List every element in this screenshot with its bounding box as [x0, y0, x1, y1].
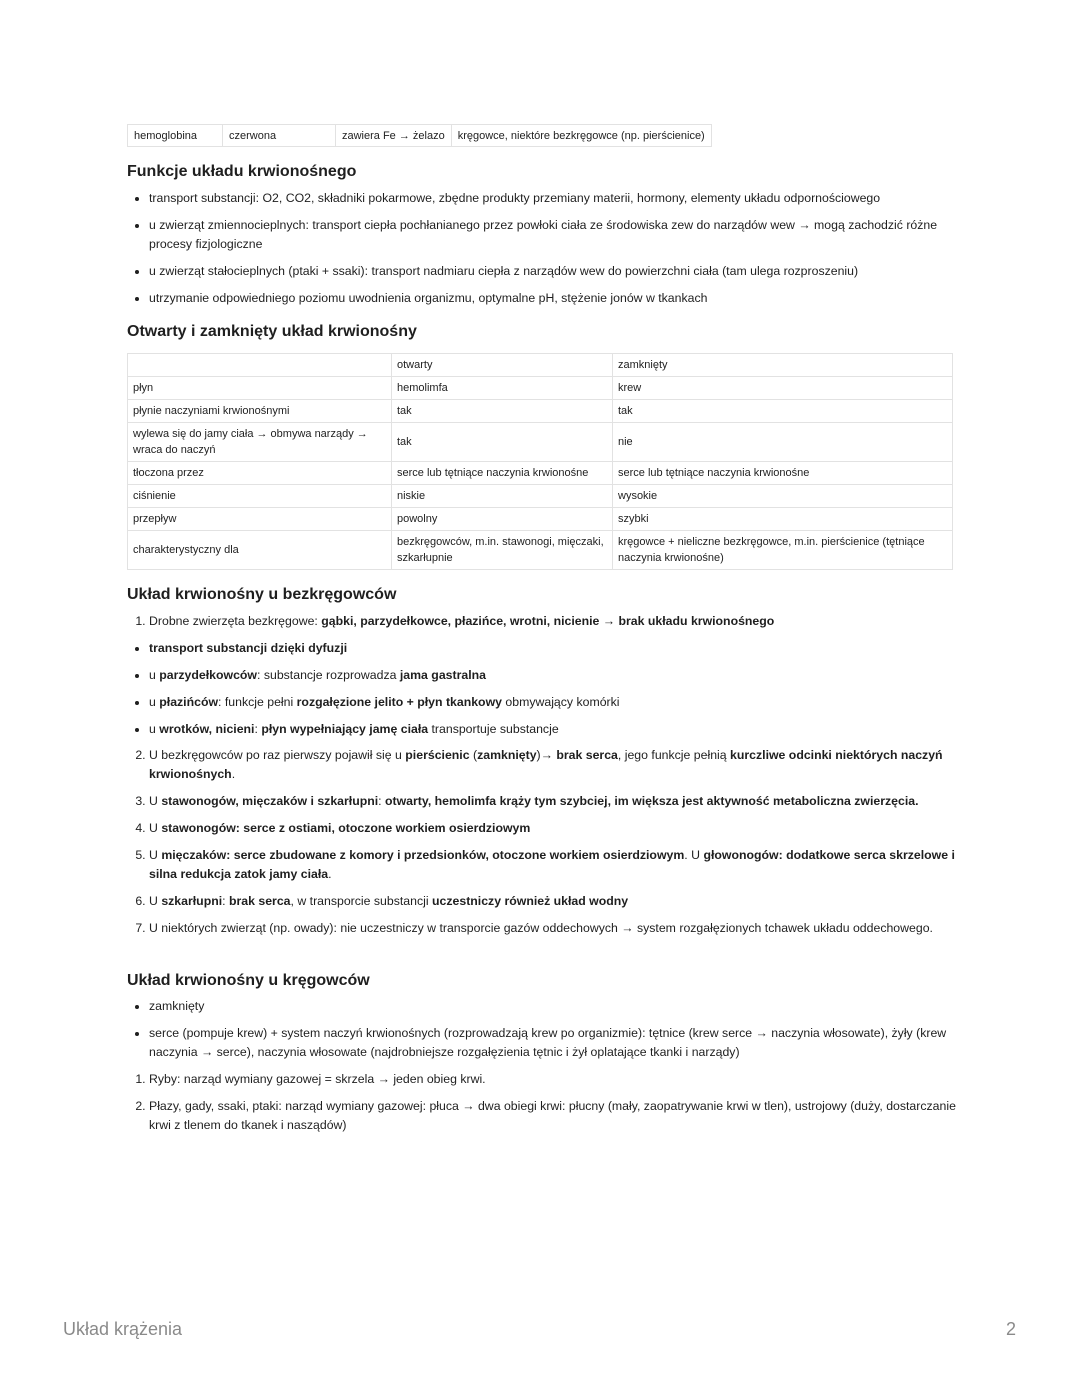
section-heading-invertebrates: Układ krwionośny u bezkręgowców [127, 586, 397, 603]
list-item: 2. Płazy, gady, ssaki, ptaki: narząd wymiany gazowej: płuca → dwa obiegi krwi: płucny (mały, zaopatrywanie krwi w tlen), ustrojowy (duży, dostarczanie krwi z tlenem do tkanek i nasządów) [149, 1097, 974, 1135]
text: : substancje rozprowadza [257, 668, 400, 682]
table-row [128, 423, 953, 462]
table-row [128, 485, 953, 508]
table-cell: niskie [392, 485, 613, 508]
table-cell: płynie naczyniami krwionośnymi [128, 400, 392, 423]
table-cell: kręgowce + nieliczne bezkręgowce, m.in. pierścienice (tętniące naczynia krwionośne) [613, 531, 953, 570]
text: . [328, 867, 332, 881]
footer-document-title: Układ krążenia [63, 1319, 183, 1339]
text: . U [684, 848, 704, 862]
list-item [149, 846, 974, 884]
vertebrates-list [127, 1070, 974, 1143]
text: obmywający komórki [501, 695, 620, 709]
bold-text: transport substancji dzięki dyfuzji [149, 641, 348, 655]
table-cell: zawiera Fe → żelazo [336, 125, 452, 147]
text: Drobne zwierzęta bezkręgowe: [149, 614, 322, 628]
text: u [149, 668, 160, 682]
bold-text: pierścienic [405, 748, 470, 762]
list-item [149, 693, 974, 712]
bold-text: brak serca [556, 748, 618, 762]
table-row [128, 377, 953, 400]
table-row [128, 400, 953, 423]
functions-list [127, 189, 974, 316]
list-item [149, 720, 974, 739]
text: , jego funkcje pełnią [617, 748, 731, 762]
invertebrates-bullets [127, 639, 974, 747]
text: u [149, 722, 160, 736]
table-cell: tak [613, 400, 953, 423]
section-heading-vertebrates: Układ krwionośny u kręgowców [127, 972, 370, 989]
table-cell: tłoczona przez [128, 462, 392, 485]
list-item [149, 792, 974, 811]
table-cell: serce lub tętniące naczynia krwionośne [613, 462, 953, 485]
table-cell: tak [392, 400, 613, 423]
table-header-cell: zamknięty [613, 354, 953, 377]
vertebrates-bullets [127, 997, 974, 1070]
table-row [128, 508, 953, 531]
text: transportuje substancje [428, 722, 559, 736]
text: . [231, 767, 236, 781]
invertebrates-list-1 [127, 612, 974, 639]
bold-text: mięczaków: serce zbudowane z komory i przedsionków, otoczone workiem osierdziowym [161, 848, 685, 862]
list-item: • transport substancji: O2, CO2, składniki pokarmowe, zbędne produkty przemiany materii, hormony, elementy układu odpornościowego [149, 189, 974, 208]
bold-text: płyn wypełniający jamę ciała [261, 722, 429, 736]
text: u [149, 695, 160, 709]
table-cell: przepływ [128, 508, 392, 531]
bold-text: brak serca [228, 894, 291, 908]
bold-text: zamknięty [477, 748, 537, 762]
list-item: • utrzymanie odpowiedniego poziomu uwodnienia organizmu, optymalne pH, stężenie jonów w tkankach [149, 289, 974, 308]
list-item [149, 746, 974, 784]
bold-text: parzydełkowców [159, 668, 257, 682]
bold-text: stawonogów: serce z ostiami, otoczone workiem osierdziowym [161, 821, 531, 835]
table-cell: szybki [613, 508, 953, 531]
bold-text: rozgałęzione jelito + płyn tkankowy [296, 695, 502, 709]
bold-text: płazińców [159, 695, 219, 709]
bold-text: uczestniczy również układ wodny [432, 894, 629, 908]
list-item [149, 612, 974, 631]
text: U bezkręgowców po raz pierwszy pojawił się u [149, 748, 406, 762]
text: U [149, 821, 162, 835]
table-cell: krew [613, 377, 953, 400]
table-header-cell: otwarty [392, 354, 613, 377]
table-header-row [128, 354, 953, 377]
text: , w transporcie substancji [290, 894, 433, 908]
bold-text: gąbki, parzydełkowce, płazińce, wrotni, nicienie → brak układu krwionośnego [321, 614, 775, 628]
text: : [222, 894, 229, 908]
list-item [149, 666, 974, 685]
table-cell: powolny [392, 508, 613, 531]
invertebrates-list-2 [127, 746, 974, 946]
table-cell: nie [613, 423, 953, 462]
text: : funkcje pełni [218, 695, 297, 709]
list-item: • zamknięty [149, 997, 974, 1016]
table-cell: ciśnienie [128, 485, 392, 508]
comparison-table [127, 353, 953, 570]
bold-text: szkarłupni [161, 894, 223, 908]
text: U [149, 848, 162, 862]
bold-text: kurczliwe odcinki niektórych naczyń krwionośnych [149, 748, 943, 781]
section-heading-open-closed: Otwarty i zamknięty układ krwionośny [127, 323, 417, 340]
list-item [149, 819, 974, 838]
list-item: 1. Ryby: narząd wymiany gazowej = skrzela → jeden obieg krwi. [149, 1070, 974, 1089]
text: U [149, 794, 162, 808]
table-header-cell [128, 354, 392, 377]
list-item: 7. U niektórych zwierząt (np. owady): nie uczestniczy w transporcie gazów oddechowych → system rozgałęzionych tchawek układu oddechowego. [149, 919, 974, 938]
section-heading-functions: Funkcje układu krwionośnego [127, 163, 357, 180]
table-cell: bezkręgowców, m.in. stawonogi, mięczaki, szkarłupnie [392, 531, 613, 570]
table-cell: hemolimfa [392, 377, 613, 400]
top-table-fragment [127, 124, 712, 147]
table-cell: charakterystyczny dla [128, 531, 392, 570]
text: : [378, 794, 385, 808]
list-item: • u zwierząt stałocieplnych (ptaki + ssaki): transport nadmiaru ciepła z narządów wew do powierzchni ciała (tam ulega rozproszeniu) [149, 262, 974, 281]
table-row [128, 462, 953, 485]
table-cell: czerwona [223, 125, 336, 147]
table-row [128, 531, 953, 570]
list-item: • u zwierząt zmiennocieplnych: transport ciepła pochłanianego przez powłoki ciała ze środowiska zew do narządów wew → mogą zachodzić różne procesy fizjologiczne [149, 216, 974, 254]
bold-text: jama gastralna [399, 668, 486, 682]
list-item: • serce (pompuje krew) + system naczyń krwionośnych (rozprowadzają krew po organizmie): tętnice (krew serce → naczynia włosowate), żyły (krew naczynia → serce), naczynia włosowate (najdrobniejsze rozgałęzienia tętnic i żył oplatające tkanki i narządy) [149, 1024, 974, 1062]
table-cell: serce lub tętniące naczynia krwionośne [392, 462, 613, 485]
text: : [254, 722, 262, 736]
bold-text: otwarty, hemolimfa krąży tym szybciej, im większa jest aktywność metaboliczna zwierzęcia. [385, 794, 919, 808]
text: )→ [536, 748, 557, 762]
text: U [149, 894, 162, 908]
table-cell: kręgowce, niektóre bezkręgowce (np. pierścienice) [451, 125, 711, 147]
footer-page-number: 2 [1005, 1319, 1016, 1339]
table-cell: płyn [128, 377, 392, 400]
list-item [149, 639, 974, 658]
table-cell: tak [392, 423, 613, 462]
table-row [128, 125, 712, 147]
bold-text: wrotków, nicieni [159, 722, 255, 736]
table-cell: hemoglobina [128, 125, 223, 147]
bold-text: głowonogów: dodatkowe serca skrzelowe i silna redukcja zatok jamy ciała [149, 848, 955, 881]
text: ( [469, 748, 478, 762]
table-cell: wysokie [613, 485, 953, 508]
bold-text: stawonogów, mięczaków i szkarłupni [161, 794, 379, 808]
list-item [149, 892, 974, 911]
table-cell: wylewa się do jamy ciała → obmywa narządy → wraca do naczyń [128, 423, 392, 462]
